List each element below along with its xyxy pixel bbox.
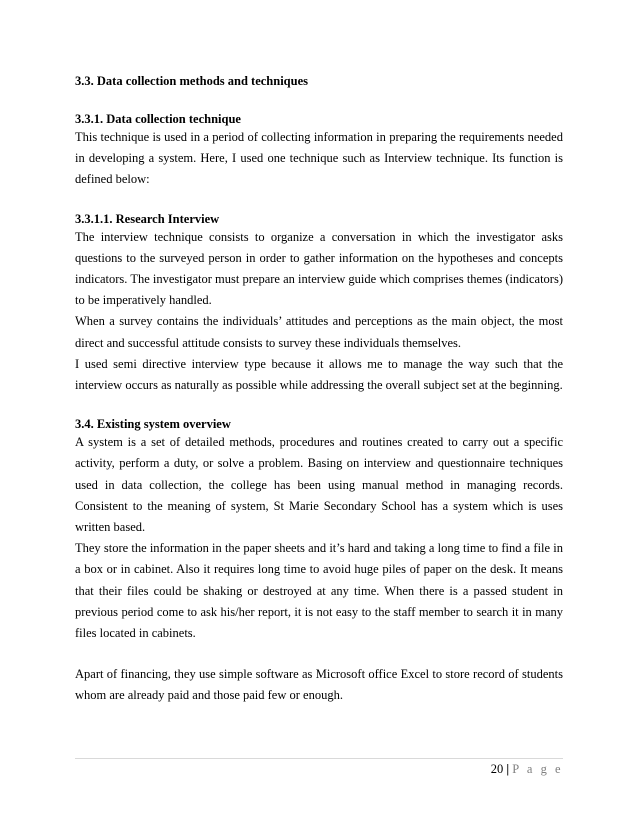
paragraph-survey-attitudes: When a survey contains the individuals’ attitudes and perceptions as the main object, the most direct and successful attitude consists to survey these individuals themselves. <box>75 314 563 350</box>
section-heading-3-3-1: 3.3.1. Data collection technique <box>75 112 241 126</box>
section-heading-3-4: 3.4. Existing system overview <box>75 417 231 432</box>
paragraph-interview-technique: The interview technique consists to organize a conversation in which the investigator asks questions to the surveyed person in order to gather information on the hypotheses and concepts indicators. The investigator must prepare an interview guide which comprises themes (indicators) to be imperatively handled. <box>75 229 563 308</box>
document-page <box>75 70 563 707</box>
spacer <box>75 396 563 417</box>
footer-divider <box>75 758 563 759</box>
footer-separator: | <box>506 762 510 776</box>
paragraph-data-collection: This technique is used in a period of collecting information in preparing the requirements needed in developing a system. Here, I used one technique such as Interview technique. Its function is defined below: <box>75 130 563 187</box>
paragraph-system-definition: A system is a set of detailed methods, procedures and routines created to carry out a specific activity, perform a duty, or solve a problem. Basing on interview and questionnaire techniques used in data collection, the college has been using manual method in managing records. Consistent to the meaning of system, St Marie Secondary School has a system which is uses written based. <box>75 435 563 535</box>
spacer <box>75 89 563 112</box>
page-number: 20 <box>490 762 504 776</box>
paragraph-semi-directive: I used semi directive interview type because it allows me to manage the way such that the interview occurs as naturally as possible while addressing the overall subject set at the beginning. <box>75 356 563 393</box>
page-label: P a g e <box>512 762 563 776</box>
section-heading-3-3: 3.3. Data collection methods and techniques <box>75 74 308 88</box>
paragraph-financing: Apart of financing, they use simple software as Microsoft office Excel to store record of students whom are already paid and those paid few or enough. <box>75 667 563 703</box>
section-heading-3-3-1-1: 3.3.1.1. Research Interview <box>75 211 220 226</box>
page-footer <box>491 761 563 777</box>
spacer <box>75 644 563 664</box>
spacer <box>75 191 563 212</box>
paragraph-paper-storage: They store the information in the paper sheets and it’s hard and taking a long time to find a file in a box or in cabinet. Also it requires long time to avoid huge piles of paper on the desk. It means that their files could be shaking or destroyed at any time. When there is a passed student in previous period come to ask his/her report, it is not easy to the staff member to search it in many files located in cabinets. <box>75 541 563 641</box>
